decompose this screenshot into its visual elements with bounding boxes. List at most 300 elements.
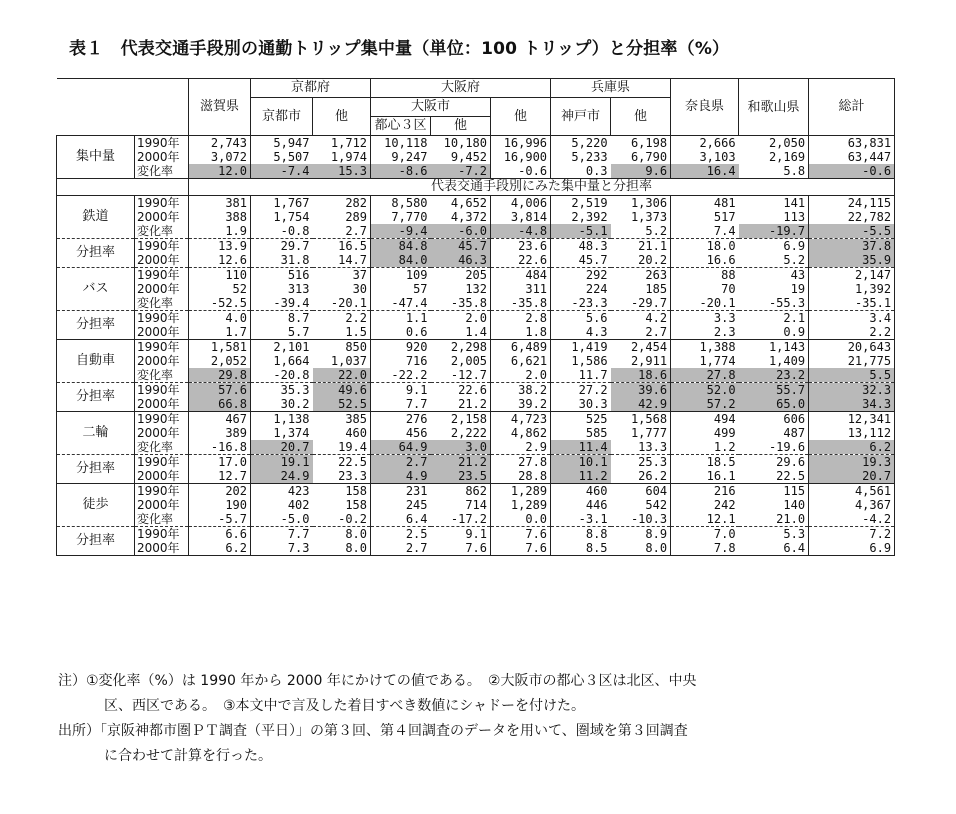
header-kyoto-city: 京都市 [251,98,313,136]
cell: 4,372 [431,210,491,224]
table-row [57,196,895,211]
cell: 48.3 [578,239,608,253]
cell: 1.2 [671,440,739,455]
cell: 12.0 [189,164,251,179]
row-label: 1990年 [135,136,189,151]
cell: 2,743 [189,136,251,151]
cell: 21.0 [739,512,809,527]
table-row [57,150,895,164]
cell: 1.7 [189,325,251,340]
table-row [57,253,895,268]
cell: 6,489 [491,340,551,355]
header-kobe-city: 神戸市 [551,98,611,136]
cell: -0.8 [251,224,313,239]
cell: 8.0 [313,527,371,542]
commute-trip-table [56,78,895,556]
row-label: 変化率 [135,368,189,383]
row-label: 1990年 [135,484,189,499]
table-row [57,440,895,455]
cell: -35.1 [809,296,895,311]
cell: 4.3 [551,325,611,340]
table-row [57,210,895,224]
table-row [57,455,895,470]
cell: -4.8 [491,224,551,239]
cell: 113 [739,210,809,224]
cell: -17.2 [431,512,491,527]
cell: 1.5 [313,325,371,340]
cell: 38.2 [491,383,551,398]
table-row [57,412,895,427]
row-label: 変化率 [135,164,189,179]
row-label: 1990年 [135,340,189,355]
cell: 88 [721,268,736,282]
cell: 70 [721,282,736,296]
cell: 2.5 [405,527,428,541]
cell: 460 [585,484,608,498]
cell: 6,198 [611,136,671,151]
cell: 5.5 [809,368,895,383]
header-hyogo-pref: 兵庫県 [551,79,671,98]
cell: 7.0 [713,527,736,541]
cell: 22.0 [313,368,371,383]
row-label: 1990年 [135,268,189,283]
cell: 1,568 [611,412,671,427]
cell: 45.7 [551,253,611,268]
cell: 20.7 [809,469,895,484]
group-label-nirin: 二輪 [57,412,135,455]
cell: 2.2 [313,311,371,326]
cell: 381 [189,196,251,211]
cell: 21,775 [809,354,895,368]
cell: 3.4 [809,311,895,326]
cell: 20,643 [809,340,895,355]
cell: 460 [313,426,371,440]
cell: 140 [739,498,809,512]
group-label-bunta: 分担率 [57,239,135,268]
cell: 11.7 [551,368,611,383]
header-osaka-city-other: 他 [431,117,491,136]
cell: 9.1 [405,383,428,397]
group-label-toho: 徒歩 [57,484,135,527]
cell: -0.6 [491,164,551,179]
table-row [57,268,895,283]
cell: 1,306 [611,196,671,211]
cell: 31.8 [251,253,313,268]
cell: 1,974 [313,150,371,164]
cell: 4.2 [611,311,671,326]
cell: 4.0 [189,311,251,326]
cell: 402 [287,498,310,512]
cell: 1,581 [189,340,251,355]
cell: 525 [585,412,608,426]
cell: -9.4 [371,224,431,239]
cell: 0.9 [739,325,809,340]
cell: 37 [313,268,371,283]
cell: 2.0 [431,311,491,326]
cell: -39.4 [251,296,313,311]
cell: 5.8 [739,164,809,179]
cell: 34.3 [809,397,895,412]
cell: 12.7 [189,469,251,484]
cell: 862 [431,484,491,499]
group-label-jidosha: 自動車 [57,340,135,383]
cell: 10.1 [551,455,611,470]
row-label: 変化率 [135,512,189,527]
cell: 714 [431,498,491,512]
group-label-bunta: 分担率 [57,455,135,484]
cell: 16,996 [491,136,551,151]
cell: 7.2 [809,527,895,542]
header-osaka-other: 他 [491,98,551,136]
cell: 63,831 [809,136,895,151]
cell: 2,519 [571,196,608,210]
cell: 52 [189,282,251,296]
header-shiga: 滋賀県 [189,79,251,136]
row-label: 1990年 [135,383,189,398]
table-row [57,498,895,512]
cell: 5.7 [251,325,313,340]
cell: 499 [713,426,736,440]
cell: 37.8 [809,239,895,254]
cell: 23.3 [313,469,371,484]
cell: 2,169 [739,150,809,164]
row-label: 2000年 [135,354,189,368]
cell: 202 [189,484,251,499]
cell: 16,900 [491,150,551,164]
cell: 55.7 [739,383,809,398]
table-row [57,527,895,542]
cell: 8.7 [287,311,310,325]
cell: 52.5 [313,397,371,412]
cell: 7.7 [287,527,310,541]
cell: 43 [739,268,809,283]
cell: 29.6 [739,455,809,470]
cell: 2,050 [739,136,809,151]
header-wakayama: 和歌山県 [739,79,809,136]
row-label: 2000年 [135,253,189,268]
cell: 2.7 [371,541,431,556]
cell: 0.6 [371,325,431,340]
cell: 2.1 [739,311,809,326]
header-osaka-pref: 大阪府 [371,79,551,98]
cell: 32.3 [809,383,895,398]
cell: 6.4 [739,541,809,556]
cell: 1,374 [273,426,310,440]
cell: -4.2 [809,512,895,527]
cell: 23.2 [739,368,809,383]
cell: -3.1 [551,512,611,527]
cell: 11.2 [551,469,611,484]
header-nara: 奈良県 [671,79,739,136]
cell: 1,392 [809,282,895,296]
cell: 2,454 [611,340,671,355]
row-label: 変化率 [135,224,189,239]
cell: 84.8 [371,239,431,254]
table-row [57,340,895,355]
cell: 2,158 [431,412,491,427]
cell: -19.7 [739,224,809,239]
cell: 6.2 [189,541,251,556]
cell: 6.9 [809,541,895,556]
cell: 388 [189,210,251,224]
cell: 2.8 [491,311,551,326]
cell: 517 [713,210,736,224]
group-label-bunta: 分担率 [57,383,135,412]
cell: 1,777 [611,426,671,440]
cell: 2,052 [189,354,251,368]
cell: 1.4 [431,325,491,340]
cell: 66.8 [189,397,251,412]
cell: 22.6 [431,383,491,398]
cell: 1,586 [571,354,608,368]
cell: -7.4 [251,164,313,179]
table-row [57,325,895,340]
cell: 28.8 [491,469,551,484]
cell: 2,222 [431,426,491,440]
row-label: 1990年 [135,311,189,326]
cell: 467 [189,412,251,427]
cell: 20.7 [251,440,313,455]
cell: 22.5 [739,469,809,484]
table-row [57,426,895,440]
cell: 1.8 [491,325,551,340]
cell: 190 [189,498,251,512]
cell: 1,289 [491,498,551,512]
cell: 141 [739,196,809,211]
cell: 5,220 [551,136,611,151]
cell: 115 [739,484,809,499]
cell: 19.3 [809,455,895,470]
cell: 49.6 [313,383,371,398]
row-label: 2000年 [135,150,189,164]
cell: 6.2 [809,440,895,455]
cell: 263 [611,268,671,283]
cell: 27.2 [578,383,608,397]
cell: -5.7 [189,512,251,527]
cell: 4,367 [809,498,895,512]
cell: 12.1 [671,512,739,527]
cell: -6.0 [431,224,491,239]
cell: 1,409 [739,354,809,368]
table-row [57,239,895,254]
cell: 57 [413,282,428,296]
cell: 22.6 [491,253,551,268]
header-kyoto-pref: 京都府 [251,79,371,98]
group-label-bunta: 分担率 [57,311,135,340]
cell: 8.5 [551,541,611,556]
cell: 13.9 [189,239,251,254]
row-label: 2000年 [135,541,189,556]
table-row [57,368,895,383]
cell: 27.8 [671,368,739,383]
cell: 30.3 [551,397,611,412]
cell: 282 [313,196,371,211]
note-1-line-1: 注）①変化率（%）は 1990 年から 2000 年にかけての値である。 ②大阪市の都心３区は北区、中央 [58,673,697,689]
cell: 7.6 [491,541,551,556]
cell: 158 [313,484,371,499]
cell: 1,037 [313,354,371,368]
cell: 6,790 [611,150,671,164]
cell: 26.2 [611,469,671,484]
row-label: 変化率 [135,440,189,455]
table-row [57,311,895,326]
cell: 7.3 [251,541,313,556]
cell: 16.5 [313,239,371,254]
group-label-bus: バス [57,268,135,311]
cell: -20.8 [251,368,313,383]
cell: 2.7 [313,224,371,239]
cell: 4,006 [491,196,551,211]
cell: -0.6 [809,164,895,179]
cell: 4,723 [491,412,551,427]
cell: -22.2 [371,368,431,383]
cell: 5.3 [739,527,809,542]
cell: 205 [431,268,491,283]
row-label: 2000年 [135,210,189,224]
table-row [57,484,895,499]
cell: 5.6 [585,311,608,325]
cell: 10,180 [431,136,491,151]
cell: 9.6 [611,164,671,179]
cell: -23.3 [551,296,611,311]
cell: 25.3 [611,455,671,470]
cell: 35.3 [280,383,310,397]
cell: 2,298 [431,340,491,355]
cell: 3.3 [713,311,736,325]
cell: 15.3 [313,164,371,179]
cell: -5.5 [809,224,895,239]
cell: -7.2 [431,164,491,179]
cell: 16.4 [671,164,739,179]
cell: 19.1 [251,455,313,470]
cell: 1,138 [273,412,310,426]
cell: 24.9 [251,469,313,484]
cell: -20.1 [313,296,371,311]
cell: 3,814 [491,210,551,224]
cell: 242 [713,498,736,512]
row-label: 2000年 [135,397,189,412]
source-line-1: 出所）「京阪神都市圏ＰＴ調査（平日）」の第３回、第４回調査のデータを用いて、圏域を第３回調査 [58,723,688,739]
cell: 585 [585,426,608,440]
cell: 14.7 [313,253,371,268]
section-row [57,179,895,196]
cell: 716 [405,354,428,368]
header-toshin3ku: 都心３区 [371,117,431,136]
cell: 30.2 [251,397,313,412]
cell: -47.4 [371,296,431,311]
cell: 39.6 [611,383,671,398]
cell: 2.2 [809,325,895,340]
table-row [57,136,895,151]
cell: 0.3 [551,164,611,179]
cell: 1,289 [491,484,551,499]
cell: 224 [585,282,608,296]
cell: 1,774 [699,354,736,368]
cell: 3,103 [699,150,736,164]
cell: 22,782 [809,210,895,224]
cell: 29.8 [189,368,251,383]
cell: 7.6 [491,527,551,542]
cell: 1,373 [611,210,671,224]
table-row [57,296,895,311]
row-label: 2000年 [135,282,189,296]
cell: 57.6 [189,383,251,398]
cell: 57.2 [671,397,739,412]
cell: 7,770 [391,210,428,224]
cell: -10.3 [611,512,671,527]
cell: 63,447 [809,150,895,164]
cell: 4.9 [371,469,431,484]
cell: -16.8 [189,440,251,455]
cell: -5.0 [251,512,313,527]
cell: 185 [611,282,671,296]
group-label-bunta: 分担率 [57,527,135,556]
cell: 487 [739,426,809,440]
cell: 64.9 [371,440,431,455]
cell: 9,452 [431,150,491,164]
cell: 5,947 [251,136,313,151]
note-1-line-2: 区、西区である。 ③本文中で言及した着目すべき数値にシャドーを付けた。 [104,698,585,714]
cell: 13,112 [809,426,895,440]
header-total: 総計 [809,79,895,136]
table-row [57,224,895,239]
cell: 7.4 [671,224,739,239]
cell: 39.2 [491,397,551,412]
cell: 20.2 [611,253,671,268]
cell: 158 [313,498,371,512]
cell: 110 [189,268,251,283]
cell: 8.8 [585,527,608,541]
cell: 494 [713,412,736,426]
cell: -5.1 [551,224,611,239]
cell: 23.6 [491,239,551,254]
cell: -35.8 [491,296,551,311]
table-row [57,397,895,412]
cell: 45.7 [431,239,491,254]
cell: 5.2 [739,253,809,268]
cell: 2,666 [671,136,739,151]
cell: -8.6 [371,164,431,179]
cell: 423 [287,484,310,498]
cell: 2,101 [273,340,310,354]
cell: 484 [491,268,551,283]
cell: 1,712 [313,136,371,151]
section-empty [57,179,189,196]
cell: 30 [313,282,371,296]
cell: 12.6 [189,253,251,268]
cell: 313 [287,282,310,296]
table-row [57,383,895,398]
cell: 8.0 [313,541,371,556]
cell: 2,911 [611,354,671,368]
cell: 516 [287,268,310,282]
cell: 22.5 [313,455,371,470]
cell: 9,247 [391,150,428,164]
cell: 13.3 [611,440,671,455]
cell: 1.1 [405,311,428,325]
cell: 2.7 [371,455,431,470]
cell: 24,115 [809,196,895,211]
cell: 389 [189,426,251,440]
cell: 21.1 [611,239,671,254]
cell: 7.7 [371,397,431,412]
source-line-2: に合わせて計算を行った。 [104,748,272,764]
header-hyogo-other: 他 [611,98,671,136]
cell: 231 [405,484,428,498]
table-row [57,282,895,296]
table-row [57,354,895,368]
row-label: 1990年 [135,455,189,470]
